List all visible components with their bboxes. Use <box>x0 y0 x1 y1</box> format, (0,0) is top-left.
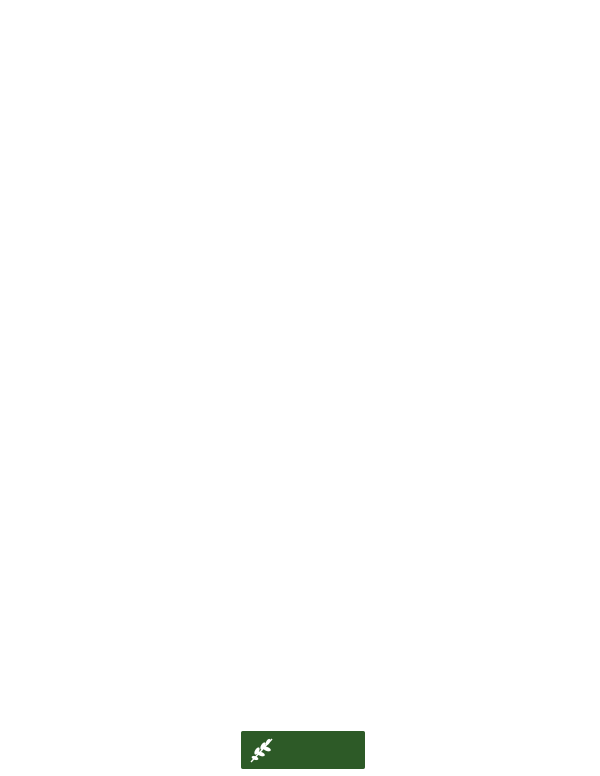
leaf-sprig-icon <box>247 735 277 765</box>
bottom-bunting <box>0 515 600 740</box>
library-logo <box>241 731 365 769</box>
top-bunting <box>0 0 600 270</box>
